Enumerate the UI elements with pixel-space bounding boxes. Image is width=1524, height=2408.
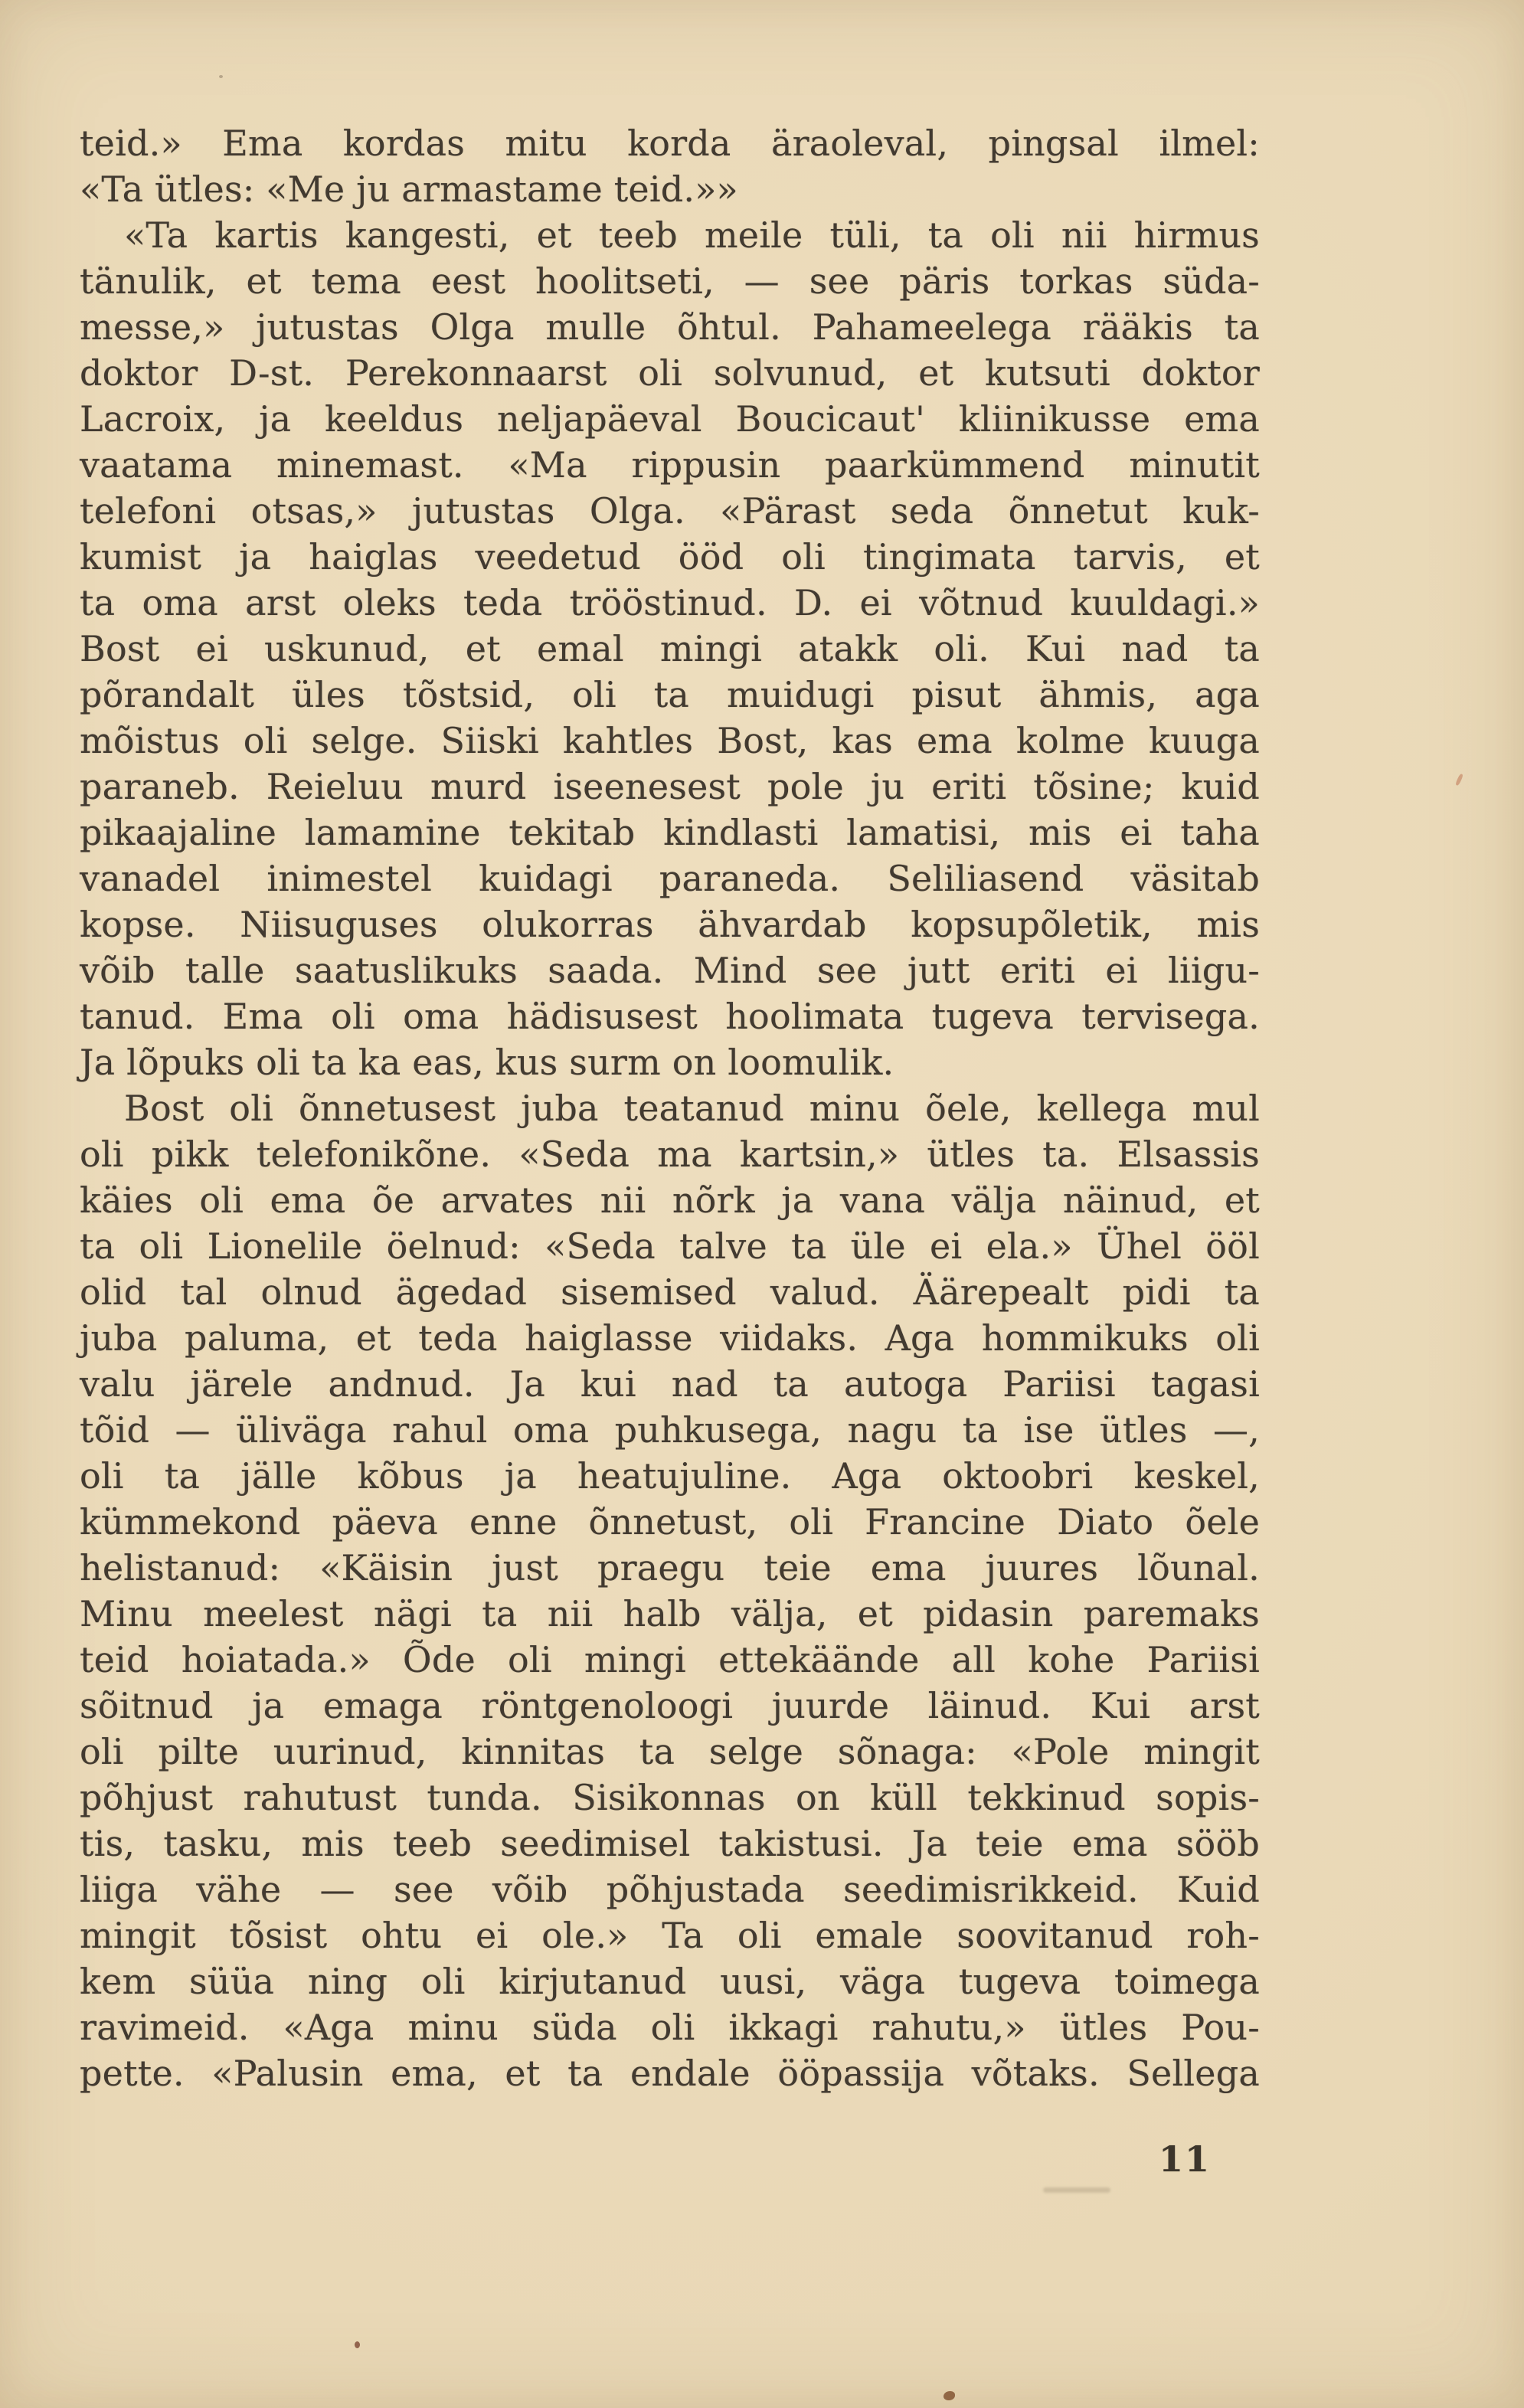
- text-line: paraneb. Reieluu murd iseenesest pole ju eriti tõsine; kuid: [80, 766, 1260, 807]
- page-number: 11: [1159, 2138, 1212, 2180]
- text-line: Ja lõpuks oli ta ka eas, kus surm on loomulik.: [80, 1042, 894, 1083]
- text-block: [80, 120, 1260, 2096]
- text-line: liiga vähe — see võib põhjustada seedimisrikkeid. Kuid: [80, 1869, 1260, 1910]
- text-line: tanud. Ema oli oma hädisusest hoolimata tugeva tervisega.: [80, 996, 1260, 1037]
- text-line: Bost oli õnnetusest juba teatanud minu õele, kellega mul: [124, 1088, 1260, 1129]
- text-line: kumist ja haiglas veedetud ööd oli tingimata tarvis, et: [80, 536, 1260, 577]
- text-line: kümmekond päeva enne õnnetust, oli Francine Diato õele: [80, 1501, 1260, 1543]
- text-line: tänulik, et tema eest hoolitseti, — see päris torkas süda-: [80, 260, 1260, 302]
- text-line: Bost ei uskunud, et emal mingi atakk oli. Kui nad ta: [80, 628, 1260, 669]
- text-line: vaatama minemast. «Ma rippusin paarkümmend minutit: [80, 444, 1260, 486]
- text-line: messe,» jutustas Olga mulle õhtul. Pahameelega rääkis ta: [80, 306, 1260, 348]
- text-line: tõid — üliväga rahul oma puhkusega, nagu ta ise ütles —,: [80, 1409, 1260, 1451]
- text-line: Lacroix, ja keeldus neljapäeval Boucicaut' kliinikusse ema: [80, 398, 1260, 440]
- text-line: põhjust rahutust tunda. Sisikonnas on küll tekkinud sopis-: [80, 1777, 1260, 1818]
- text-line: ta oli Lionelile öelnud: «Seda talve ta üle ei ela.» Ühel ööl: [80, 1225, 1260, 1267]
- text-line: kopse. Niisuguses olukorras ähvardab kopsupõletik, mis: [80, 904, 1260, 945]
- text-line: teid hoiatada.» Õde oli mingi ettekäände all kohe Pariisi: [80, 1639, 1260, 1680]
- text-line: olid tal olnud ägedad sisemised valud. Äärepealt pidi ta: [80, 1271, 1260, 1313]
- text-line: ravimeid. «Aga minu süda oli ikkagi rahutu,» ütles Pou-: [80, 2007, 1260, 2048]
- text-line: Minu meelest nägi ta nii halb välja, et pidasin paremaks: [80, 1593, 1260, 1634]
- text-line: põrandalt üles tõstsid, oli ta muidugi pisut ähmis, aga: [80, 674, 1260, 715]
- text-line: käies oli ema õe arvates nii nõrk ja vana välja näinud, et: [80, 1179, 1260, 1221]
- text-line: doktor D-st. Perekonnaarst oli solvunud, et kutsuti doktor: [80, 352, 1260, 394]
- paper-speck: [355, 2341, 360, 2348]
- text-line: «Ta ütles: «Me ju armastame teid.»»: [80, 168, 738, 210]
- text-line: oli ta jälle kõbus ja heatujuline. Aga oktoobri keskel,: [80, 1455, 1260, 1497]
- paper-speck: [219, 75, 223, 78]
- text-line: võib talle saatuslikuks saada. Mind see jutt eriti ei liigu-: [80, 950, 1260, 991]
- text-line: vanadel inimestel kuidagi paraneda. Seliliasend väsitab: [80, 858, 1260, 899]
- text-line: sõitnud ja emaga röntgenoloogi juurde läinud. Kui arst: [80, 1685, 1260, 1726]
- paper-speck: [944, 2391, 955, 2400]
- paragraph: [80, 212, 1260, 1085]
- text-line: mõistus oli selge. Siiski kahtles Bost, kas ema kolme kuuga: [80, 720, 1260, 761]
- text-line: oli pikk telefonikõne. «Seda ma kartsin,» ütles ta. Elsassis: [80, 1134, 1260, 1175]
- text-line: teid.» Ema kordas mitu korda äraoleval, pingsal ilmel:: [80, 123, 1260, 164]
- text-line: ta oma arst oleks teda trööstinud. D. ei võtnud kuuldagi.»: [80, 582, 1260, 623]
- text-line: «Ta kartis kangesti, et teeb meile tüli, ta oli nii hirmus: [124, 214, 1260, 256]
- text-line: mingit tõsist ohtu ei ole.» Ta oli emale soovitanud roh-: [80, 1915, 1260, 1956]
- paragraph: [80, 120, 1260, 212]
- text-line: pikaajaline lamamine tekitab kindlasti lamatisi, mis ei taha: [80, 812, 1260, 853]
- text-line: juba paluma, et teda haiglasse viidaks. Aga hommikuks oli: [80, 1317, 1260, 1359]
- text-line: kem süüa ning oli kirjutanud uusi, väga tugeva toimega: [80, 1961, 1260, 2002]
- text-line: pette. «Palusin ema, et ta endale ööpassija võtaks. Sellega: [80, 2053, 1260, 2094]
- text-line: telefoni otsas,» jutustas Olga. «Pärast seda õnnetut kuk-: [80, 490, 1260, 532]
- paper-speck: [1455, 774, 1463, 787]
- paragraph: [80, 1085, 1260, 2096]
- text-line: oli pilte uurinud, kinnitas ta selge sõnaga: «Pole mingit: [80, 1731, 1260, 1772]
- text-line: helistanud: «Käisin just praegu teie ema juures lõunal.: [80, 1547, 1260, 1588]
- text-line: tis, tasku, mis teeb seedimisel takistusi. Ja teie ema sööb: [80, 1823, 1260, 1864]
- text-line: valu järele andnud. Ja kui nad ta autoga Pariisi tagasi: [80, 1363, 1260, 1405]
- ink-smudge: [1043, 2187, 1110, 2193]
